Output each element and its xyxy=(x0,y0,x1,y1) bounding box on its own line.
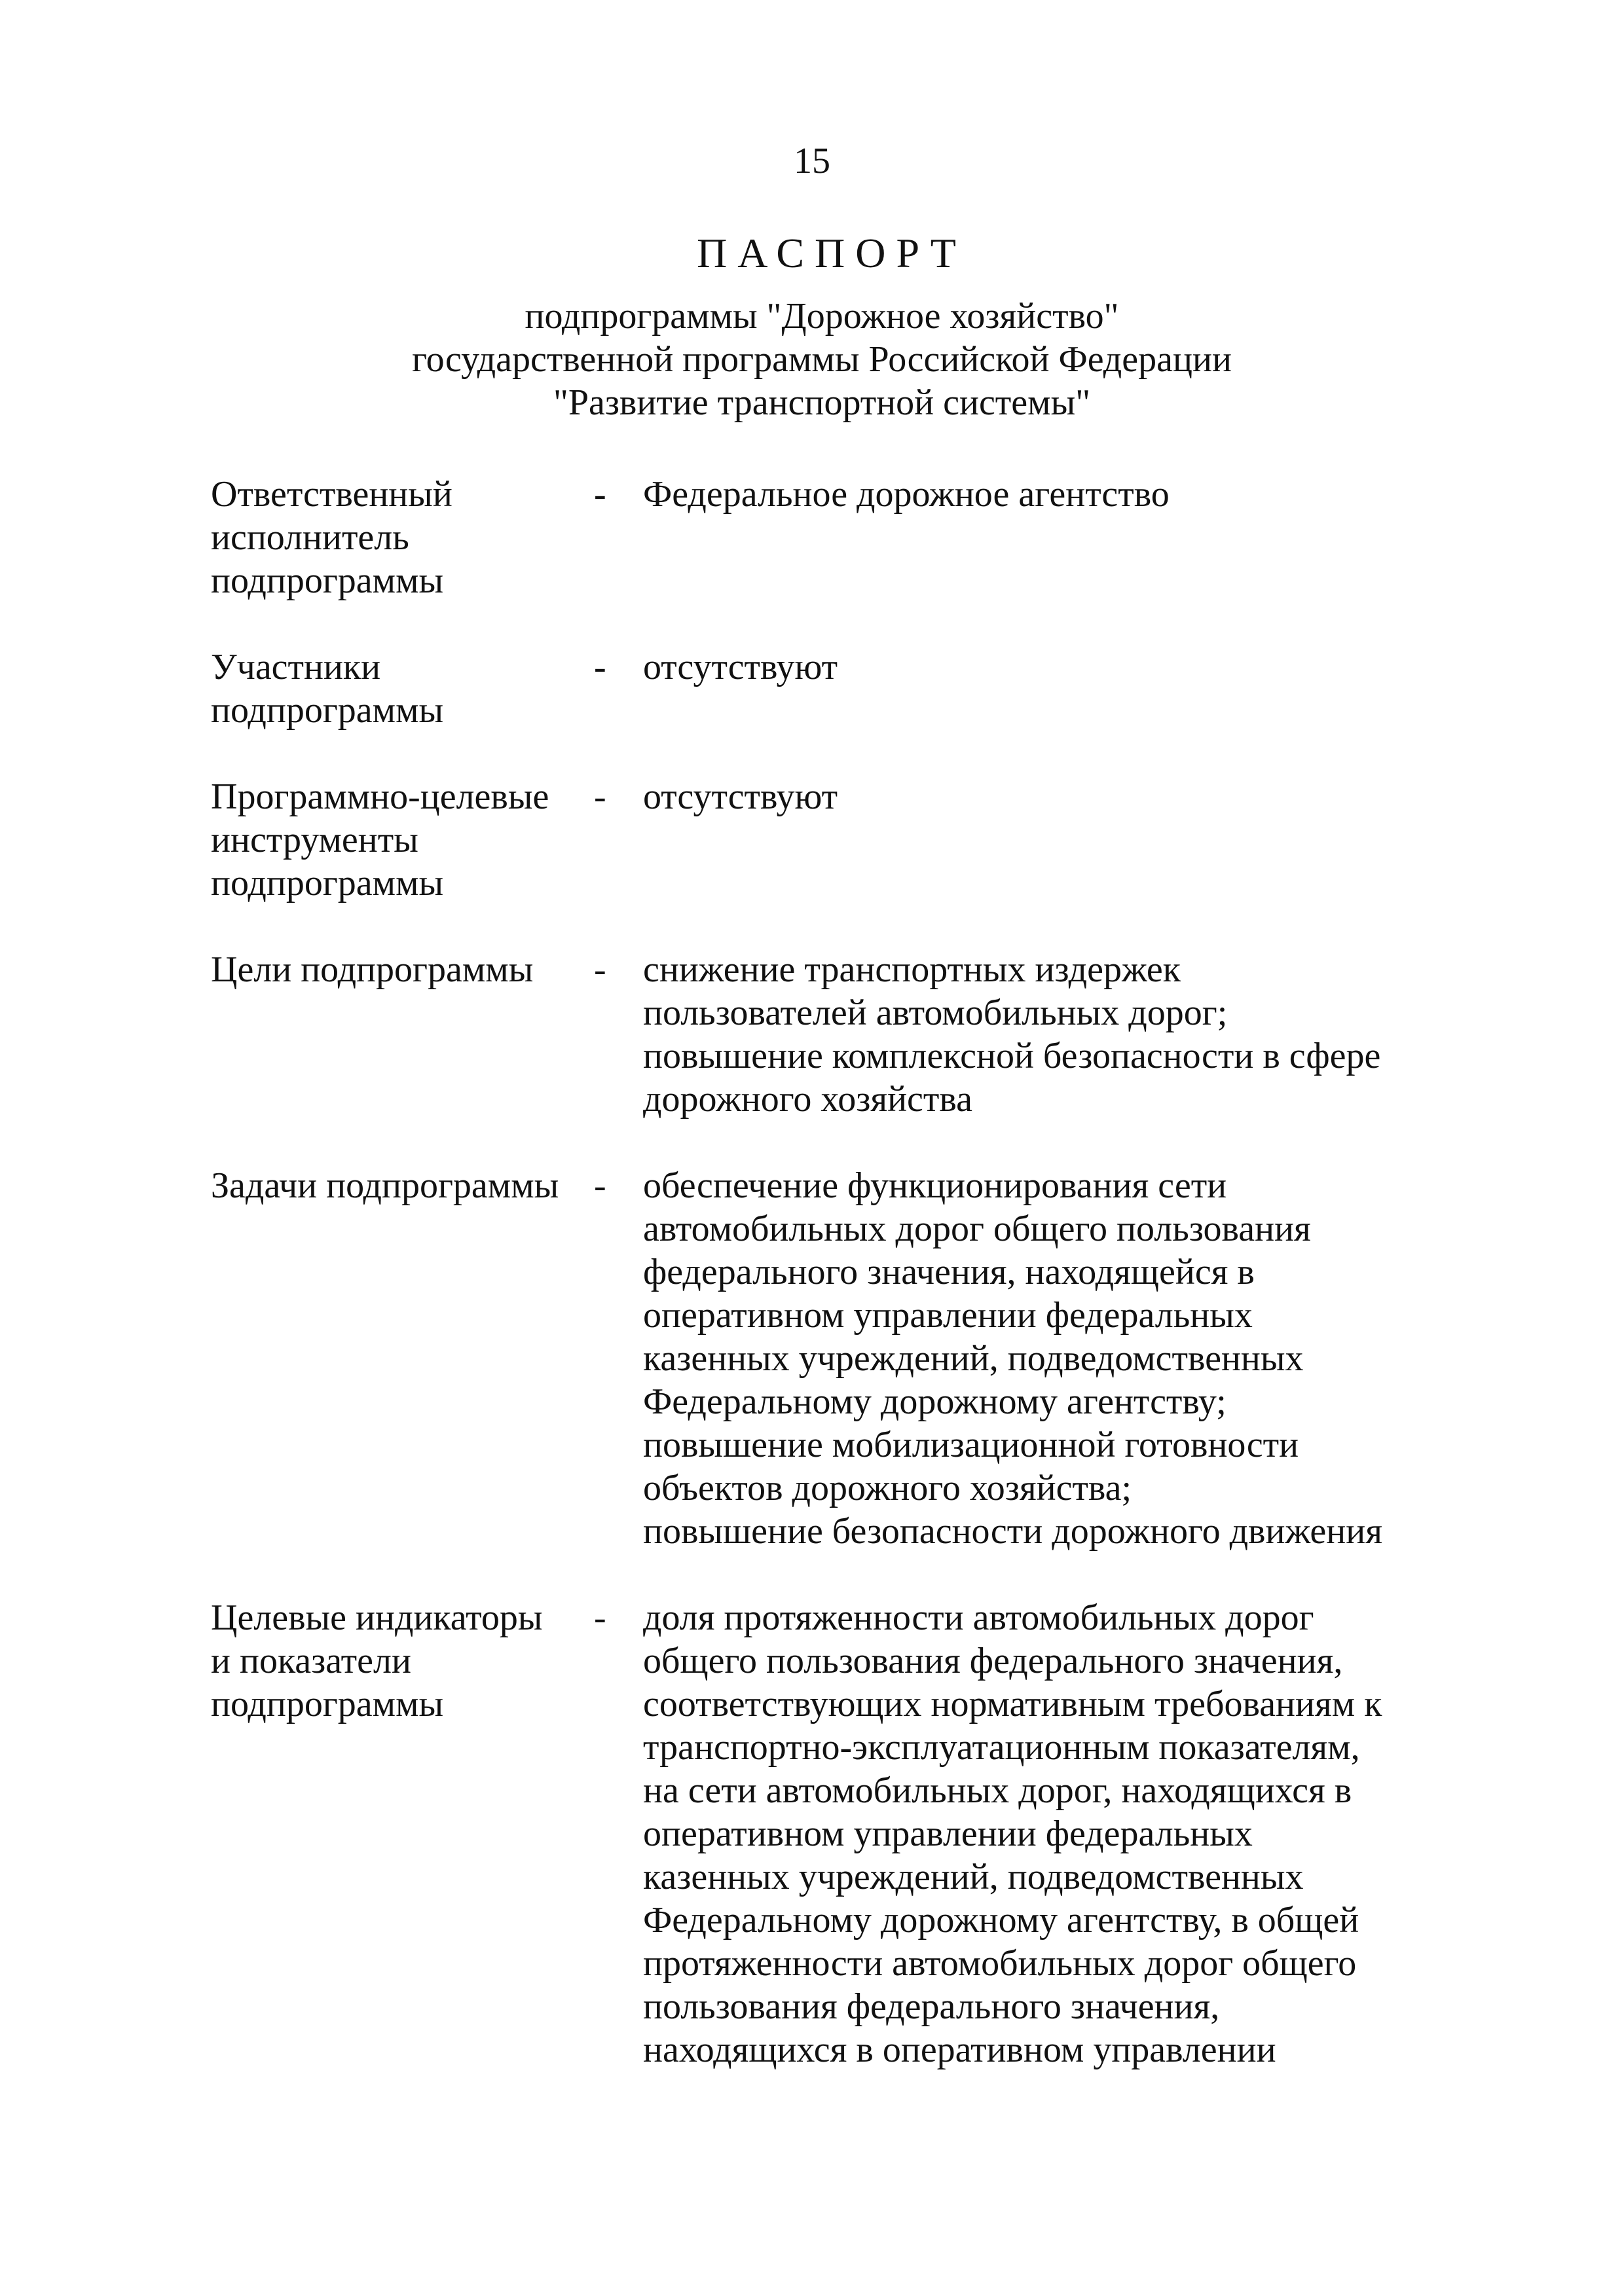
subtitle-line: подпрограммы "Дорожное хозяйство" xyxy=(525,296,1119,337)
value-line: федерального значения, находящейся в xyxy=(643,1252,1255,1292)
value-line: отсутствуют xyxy=(643,647,838,687)
label-line: подпрограммы xyxy=(211,863,444,903)
row-value xyxy=(643,1596,1475,2071)
passport-table xyxy=(211,473,1475,2115)
label-line: Участники xyxy=(211,647,381,687)
label-line: Ответственный xyxy=(211,474,452,515)
row-label xyxy=(211,646,594,732)
value-line: казенных учреждений, подведомственных xyxy=(643,1338,1304,1379)
value-line: общего пользования федерального значения, xyxy=(643,1641,1343,1681)
row-label xyxy=(211,1164,594,1553)
value-line: доля протяженности автомобильных дорог xyxy=(643,1597,1314,1638)
subtitle-line: государственной программы Российской Федерации xyxy=(412,339,1232,380)
row-value xyxy=(643,775,1475,905)
row-label xyxy=(211,948,594,1121)
label-line: и показатели xyxy=(211,1641,411,1681)
value-line: повышение мобилизационной готовности xyxy=(643,1425,1299,1465)
value-line: транспортно-эксплуатационным показателям, xyxy=(643,1727,1360,1768)
page-number: 15 xyxy=(794,141,830,181)
passport-row-participants xyxy=(211,646,1475,732)
label-line: Целевые индикаторы xyxy=(211,1597,543,1638)
passport-row-executor xyxy=(211,473,1475,602)
value-line: объектов дорожного хозяйства; xyxy=(643,1468,1132,1508)
value-line: автомобильных дорог общего пользования xyxy=(643,1209,1311,1249)
passport-row-instruments xyxy=(211,775,1475,905)
row-dash: - xyxy=(594,1165,606,1206)
row-dash: - xyxy=(594,949,606,990)
passport-row-goals xyxy=(211,948,1475,1121)
row-label xyxy=(211,1596,594,2071)
label-line: инструменты xyxy=(211,820,418,860)
label-line: Задачи подпрограммы xyxy=(211,1165,559,1206)
row-label xyxy=(211,473,594,602)
row-label xyxy=(211,775,594,905)
value-line: Федеральное дорожное агентство xyxy=(643,474,1170,515)
value-line: Федеральному дорожному агентству, в общей xyxy=(643,1900,1359,1941)
value-line: протяженности автомобильных дорог общего xyxy=(643,1943,1357,1984)
row-dash: - xyxy=(594,474,606,515)
value-line: оперативном управлении федеральных xyxy=(643,1295,1253,1336)
label-line: подпрограммы xyxy=(211,690,444,731)
value-line: пользователей автомобильных дорог; xyxy=(643,993,1228,1033)
passport-row-indicators xyxy=(211,1596,1475,2071)
row-dash: - xyxy=(594,776,606,817)
label-line: подпрограммы xyxy=(211,1684,444,1724)
row-value xyxy=(643,646,1475,732)
value-line: отсутствуют xyxy=(643,776,838,817)
value-line: снижение транспортных издержек xyxy=(643,949,1181,990)
label-line: подпрограммы xyxy=(211,560,444,601)
row-value xyxy=(643,948,1475,1121)
row-dash: - xyxy=(594,647,606,687)
value-line: пользования федерального значения, xyxy=(643,1986,1220,2027)
value-line: оперативном управлении федеральных xyxy=(643,1813,1253,1854)
subtitle-line: "Развитие транспортной системы" xyxy=(553,382,1091,423)
value-line: повышение комплексной безопасности в сфере xyxy=(643,1036,1381,1076)
passport-row-tasks xyxy=(211,1164,1475,1553)
value-line: повышение безопасности дорожного движения xyxy=(643,1511,1382,1552)
row-value xyxy=(643,1164,1475,1553)
label-line: Цели подпрограммы xyxy=(211,949,534,990)
document-subtitle xyxy=(0,295,1624,424)
value-line: обеспечение функционирования сети xyxy=(643,1165,1227,1206)
value-line: на сети автомобильных дорог, находящихся в xyxy=(643,1770,1352,1811)
value-line: казенных учреждений, подведомственных xyxy=(643,1857,1304,1897)
label-line: Программно-целевые xyxy=(211,776,549,817)
value-line: соответствующих нормативным требованиям к xyxy=(643,1684,1382,1724)
label-line: исполнитель xyxy=(211,517,409,558)
row-dash: - xyxy=(594,1597,606,1638)
value-line: находящихся в оперативном управлении xyxy=(643,2030,1276,2070)
document-title: ПАСПОРТ xyxy=(697,230,967,276)
value-line: Федеральному дорожному агентству; xyxy=(643,1381,1227,1422)
row-value xyxy=(643,473,1475,602)
value-line: дорожного хозяйства xyxy=(643,1079,972,1120)
